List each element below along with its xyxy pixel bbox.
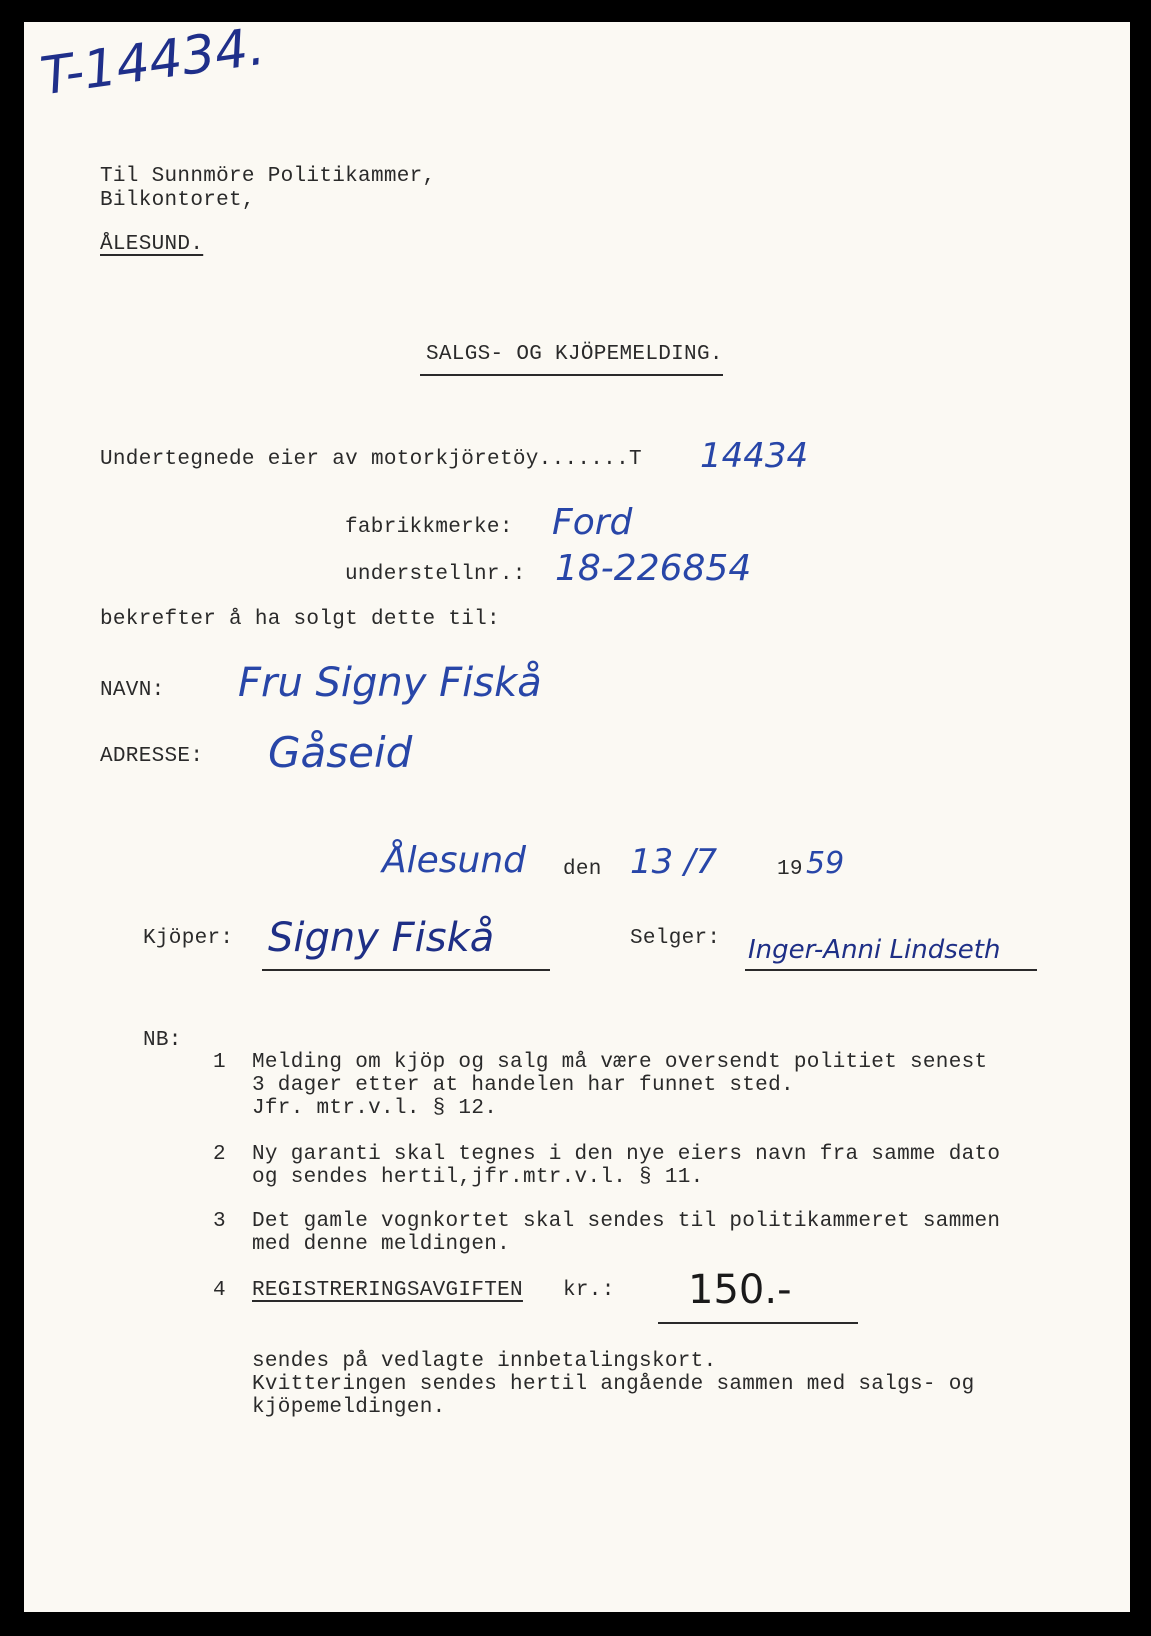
recipient-line-1: Til Sunnmöre Politikammer, xyxy=(100,165,436,188)
confirm-text: bekrefter å ha solgt dette til: xyxy=(100,608,500,631)
note-3-number: 3 xyxy=(213,1210,226,1233)
make-label: fabrikkmerke: xyxy=(345,516,513,539)
recipient-city: ÅLESUND. xyxy=(100,233,204,256)
date-den-label: den xyxy=(563,858,602,881)
note-3-text: Det gamle vognkortet skal sendes til politikammeret sammen med denne meldingen. xyxy=(252,1210,1001,1256)
buyer-label: Kjöper: xyxy=(143,927,234,950)
owner-label: Undertegnede eier av motorkjöretöy.......T xyxy=(100,448,642,471)
fee-amount-line xyxy=(658,1322,858,1324)
note-4-number: 4 xyxy=(213,1279,226,1302)
address-value: Gåseid xyxy=(268,728,413,777)
fee-label: REGISTRERINGSAVGIFTEN xyxy=(252,1279,523,1302)
seller-signature: Inger-Anni Lindseth xyxy=(748,935,1001,965)
nb-label: NB: xyxy=(143,1029,182,1052)
date-year-printed: 19 xyxy=(777,858,803,881)
closing-text: sendes på vedlagte innbetalingskort. Kvitteringen sendes hertil angående sammen med salgs- og kjöpemeldingen. xyxy=(252,1350,975,1419)
file-number-stamp: T-14434. xyxy=(36,16,269,108)
note-2-text: Ny garanti skal tegnes i den nye eiers navn fra samme dato og sendes hertil,jfr.mtr.v.l. § 11. xyxy=(252,1143,1001,1189)
address-label: ADRESSE: xyxy=(100,745,204,768)
date-year-written: 59 xyxy=(806,846,845,881)
note-2-number: 2 xyxy=(213,1143,226,1166)
seller-label: Selger: xyxy=(630,927,721,950)
seller-signature-line xyxy=(745,969,1037,971)
fee-amount: 150.- xyxy=(688,1267,792,1313)
buyer-signature-line xyxy=(262,969,550,971)
recipient-line-2: Bilkontoret, xyxy=(100,189,255,212)
make-value: Ford xyxy=(552,502,633,543)
chassis-label: understellnr.: xyxy=(345,563,526,586)
name-label: NAVN: xyxy=(100,679,165,702)
title-underline xyxy=(420,374,723,376)
fee-kr-label: kr.: xyxy=(563,1279,615,1302)
date-day-month: 13 /7 xyxy=(630,842,718,882)
name-value: Fru Signy Fiskå xyxy=(238,660,542,706)
chassis-value: 18-226854 xyxy=(555,548,752,589)
date-place: Ålesund xyxy=(382,840,527,881)
owner-plate-value: 14434 xyxy=(700,436,809,476)
document-title: SALGS- OG KJÖPEMELDING. xyxy=(426,343,723,366)
note-1-text: Melding om kjöp og salg må være oversendt politiet senest 3 dager etter at handelen har funnet sted. Jfr. mtr.v.l. § 12. xyxy=(252,1051,988,1120)
note-1-number: 1 xyxy=(213,1051,226,1074)
buyer-signature: Signy Fiskå xyxy=(268,915,495,961)
